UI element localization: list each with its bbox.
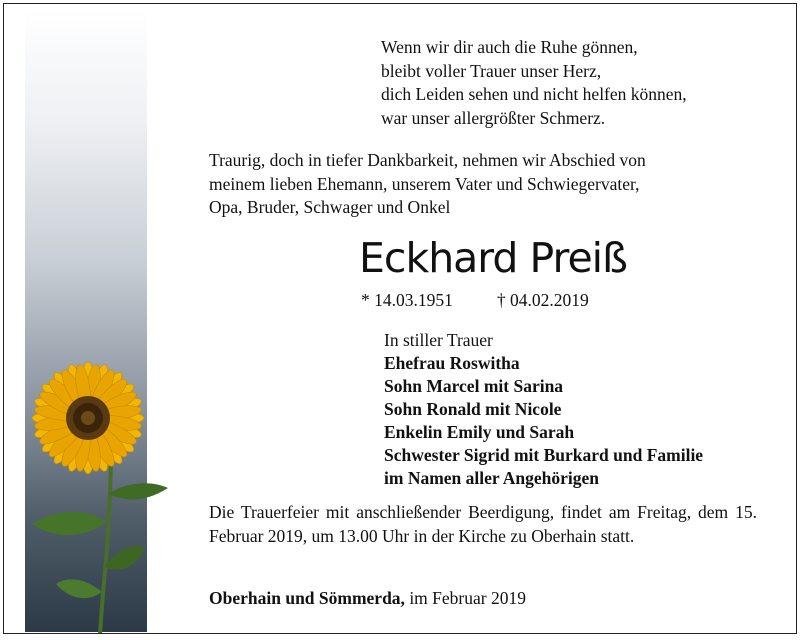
mourner: im Namen aller Angehörigen bbox=[384, 468, 600, 488]
intro-line: meinem lieben Ehemann, unserem Vater und Schwiegervater, bbox=[209, 173, 640, 194]
death-date: † 04.02.2019 bbox=[496, 290, 589, 310]
intro-line: Opa, Bruder, Schwager und Onkel bbox=[209, 197, 451, 217]
life-dates bbox=[361, 290, 589, 311]
mourner: Ehefrau Roswitha bbox=[384, 353, 520, 373]
poem bbox=[381, 36, 771, 130]
mourner: Sohn Marcel mit Sarina bbox=[384, 376, 564, 396]
poem-line: war unser allergrößter Schmerz. bbox=[381, 107, 606, 128]
mourners-lead: In stiller Trauer bbox=[384, 330, 493, 350]
mourner: Enkelin Emily und Sarah bbox=[384, 422, 575, 442]
obituary-notice bbox=[3, 3, 797, 634]
sunflower-icon bbox=[26, 352, 176, 634]
intro-line: Traurig, doch in tiefer Dankbarkeit, nehmen wir Abschied von bbox=[209, 150, 646, 170]
place: Oberhain und Sömmerda, bbox=[209, 588, 405, 608]
birth-date: * 14.03.1951 bbox=[361, 290, 453, 310]
place-date-line bbox=[209, 588, 526, 609]
mourner: Sohn Ronald mit Nicole bbox=[384, 399, 562, 419]
mourners-list bbox=[384, 329, 794, 490]
ceremony-text: Die Trauerfeier mit anschließender Beerdigung, findet am Freitag, dem 15. Februar 2019, um 13.00 Uhr in der Kirche zu Oberhain statt. bbox=[209, 502, 757, 546]
poem-line: dich Leiden sehen und nicht helfen können, bbox=[381, 84, 687, 104]
poem-line: bleibt voller Trauer unser Herz, bbox=[381, 60, 602, 81]
date: im Februar 2019 bbox=[409, 588, 526, 608]
mourner: Schwester Sigrid mit Burkard und Familie bbox=[384, 445, 704, 465]
deceased-name: Eckhard Preiß bbox=[359, 234, 627, 282]
poem-line: Wenn wir dir auch die Ruhe gönnen, bbox=[381, 37, 638, 57]
intro-text bbox=[209, 149, 769, 220]
